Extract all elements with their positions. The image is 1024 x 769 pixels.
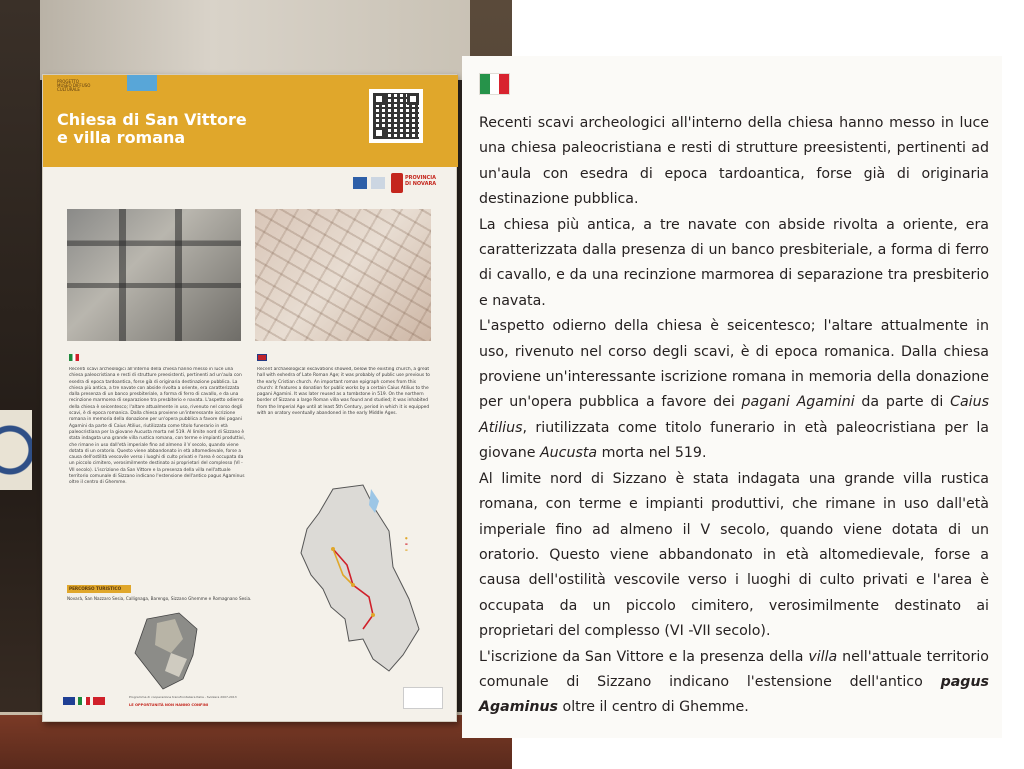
- panel-title-line: Chiesa di San Vittore: [57, 110, 247, 129]
- footer-flags: [63, 697, 107, 705]
- information-panel: [42, 74, 457, 722]
- qr-finder: [407, 93, 419, 105]
- text-run: da parte di: [854, 394, 951, 411]
- italian-flag-icon: [69, 354, 79, 361]
- flag-red-stripe: [499, 74, 509, 94]
- region-map: [127, 609, 217, 693]
- paragraph: La chiesa più antica, a tre navate con abside rivolta a oriente, era caratterizzata dalla presenza di un banco presbiteriale, a forma di ferro di cavallo, e da una recinzione marmorea di separazione tra presbiterio e navata.: [479, 216, 989, 309]
- province-crest-icon: [391, 173, 403, 193]
- panel-header-tab: [127, 75, 157, 91]
- panel-header-line: CULTURALE: [57, 87, 80, 92]
- wall-background: [40, 0, 470, 80]
- text-closeup: [462, 56, 1002, 738]
- footer-program: Programma di cooperazione transfrontaliera Italia - Svizzera 2007-2013: [129, 695, 237, 699]
- panel-header-caption: [57, 79, 90, 91]
- paragraph: [479, 645, 989, 721]
- legend-swatch: ▬: [405, 542, 408, 546]
- paragraph: [479, 314, 989, 466]
- panel-header-line: MUSEO DIFFUSO: [57, 83, 91, 88]
- panel-text-italian: Recenti scavi archeologici all'interno della chiesa hanno messo in luce una chiesa paleocristiana e resti di strutture preesistenti, pertinenti ad un'aula con esedra di epoca tardoantica, forse già di originaria destinazione pubblica. La chiesa più antica, a tre navate con abside rivolta a oriente, era caratterizzata dalla presenza di un banco presbiteriale, a forma di ferro di cavallo, e da una recinzione marmorea di separazione tra presbiterio e navata. L'aspetto odierno della chiesa è seicentesco; l'altare attualmente in uso, rivenuto nel corso degli scavi, è di epoca romanica. Dalla chiesa proviene un'interessante iscrizione romana in memoria della donazione per un'opera pubblica a favore dei pagani Agamini da parte di Caius Atilius, riutilizzata come titolo funerario in età paleocristiana per la giovane Aucusta morta nel 519. Al limite nord di Sizzano è stata indagata una grande villa rustica romana, con terme e impianti produttivi, che rimane in uso dall'età imperiale fino ad almeno il V secolo, quando viene dotata di un oratorio. Questo viene abbandonato in età altomedievale, forse a causa dell'ostilità vescovile verso i luoghi di culto privati e l'area è occupata da un piccolo cimitero, verosimilmente destinato ai proprietari del complesso (VI -VII secolo). L'iscrizione da San Vittore e la presenza della villa nell'attuale territorio comunale di Sizzano indicano l'estensione dell'antico pagus Agaminus oltre il centro di Ghemme.: [69, 367, 246, 486]
- wooden-shelf: [0, 715, 512, 769]
- footer-slogan: LE OPPORTUNITÀ NON HANNO CONFINI: [129, 703, 209, 707]
- legend-swatch: ●: [405, 536, 408, 540]
- italic-term: Caius Atilius: [479, 394, 989, 436]
- eu-flag-icon: [63, 697, 75, 705]
- italy-flag-icon: [78, 697, 90, 705]
- flag-green-stripe: [480, 74, 490, 94]
- aerial-photo: [255, 209, 431, 341]
- qr-code: [369, 89, 423, 143]
- excavation-photo: [67, 209, 241, 341]
- italic-term: villa: [808, 648, 838, 665]
- italic-term: pagus Agaminus: [479, 673, 989, 716]
- text-run: nell'attuale territorio comunale di Sizzano indicano l'estensione dell'antico: [479, 648, 989, 690]
- percorso-text: Novarà, San Nazzaro Sesia, Callignaga, Barengo, Sizzano Ghemme e Romagnano Sesia.: [67, 596, 252, 601]
- sponsor-logos: [353, 173, 443, 195]
- area-map: [293, 479, 423, 675]
- italian-flag-icon: [479, 73, 510, 95]
- text-run: L'iscrizione da San Vittore e la presenza della: [479, 648, 809, 665]
- logo-icon: [371, 177, 385, 189]
- panel-title-line: e villa romana: [57, 128, 186, 147]
- closeup-text: [479, 111, 989, 721]
- paragraph: Al limite nord di Sizzano è stata indagata una grande villa rustica romana, con terme e impianti produttivi, che rimane in uso dall'età imperiale fino ad almeno il V secolo, quando viene dotata di un oratorio. Questo viene abbandonato in età altomedievale, forse a causa dell'ostilità vescovile verso i luoghi di culto privati e l'area è occupata da un piccolo cimitero, verosimilmente destinato ai proprietari del complesso (VI -VII secolo).: [479, 470, 989, 640]
- panel-title: [57, 111, 247, 147]
- italic-term: Aucusta: [539, 445, 598, 462]
- text-run: L'aspetto odierno della chiesa è seicentesco; l'altare attualmente in uso, rivenuto nel corso degli scavi, è di epoca romanica. Dalla chiesa proviene un'interessante iscrizione romana in memoria della donazione per un'opera pubblica a favore dei: [479, 318, 989, 411]
- text-run: , riutilizzata come titolo funerario in età paleocristiana per la giovane: [479, 419, 989, 462]
- footer-logo: [403, 687, 443, 709]
- text-run: oltre il centro di Ghemme.: [558, 699, 749, 716]
- percorso-title: PERCORSO TURISTICO: [69, 586, 122, 591]
- paragraph: Recenti scavi archeologici all'interno della chiesa hanno messo in luce una chiesa paleocristiana e resti di strutture preesistenti, pertinenti ad un'aula con esedra di epoca tardoantica, forse già di originaria destinazione pubblica.: [479, 115, 989, 208]
- qr-finder: [373, 127, 385, 139]
- italic-term: pagani Agamini: [741, 394, 855, 411]
- qr-pattern: [373, 93, 419, 139]
- wall-shadow: [0, 0, 40, 769]
- qr-finder: [373, 93, 385, 105]
- text-run: morta nel 519.: [597, 445, 707, 462]
- flag-white-stripe: [490, 74, 500, 94]
- decorative-plate: [0, 410, 32, 490]
- map-legend: [405, 535, 449, 565]
- panel-header-line: PROGETTO: [57, 79, 79, 84]
- province-logo-text: PROVINCIA DI NOVARA: [405, 175, 437, 187]
- panel-text-english: Recent archaeological excavations showed, below the existing church, a great hall with exhedra of Late Roman Age; it was probably of public use previous to the early Cristian church. An important roman epigraph comes from this church: it features a donation for public works by a certain Caius Atilius to the pagani Agamini. It was later reused as a tombstone in 519. On the northern border of Sizzano a large Roman villa was found and studied; it was inhabited from the Imperial Age until at least 5th Century, period in which it is equipped with an oratory eventually abandoned in the early Middle Ages.: [257, 367, 430, 417]
- logo-icon: [353, 177, 367, 189]
- uk-flag-icon: [257, 354, 267, 361]
- legend-swatch: ▬: [405, 548, 408, 552]
- switzerland-flag-icon: [93, 697, 105, 705]
